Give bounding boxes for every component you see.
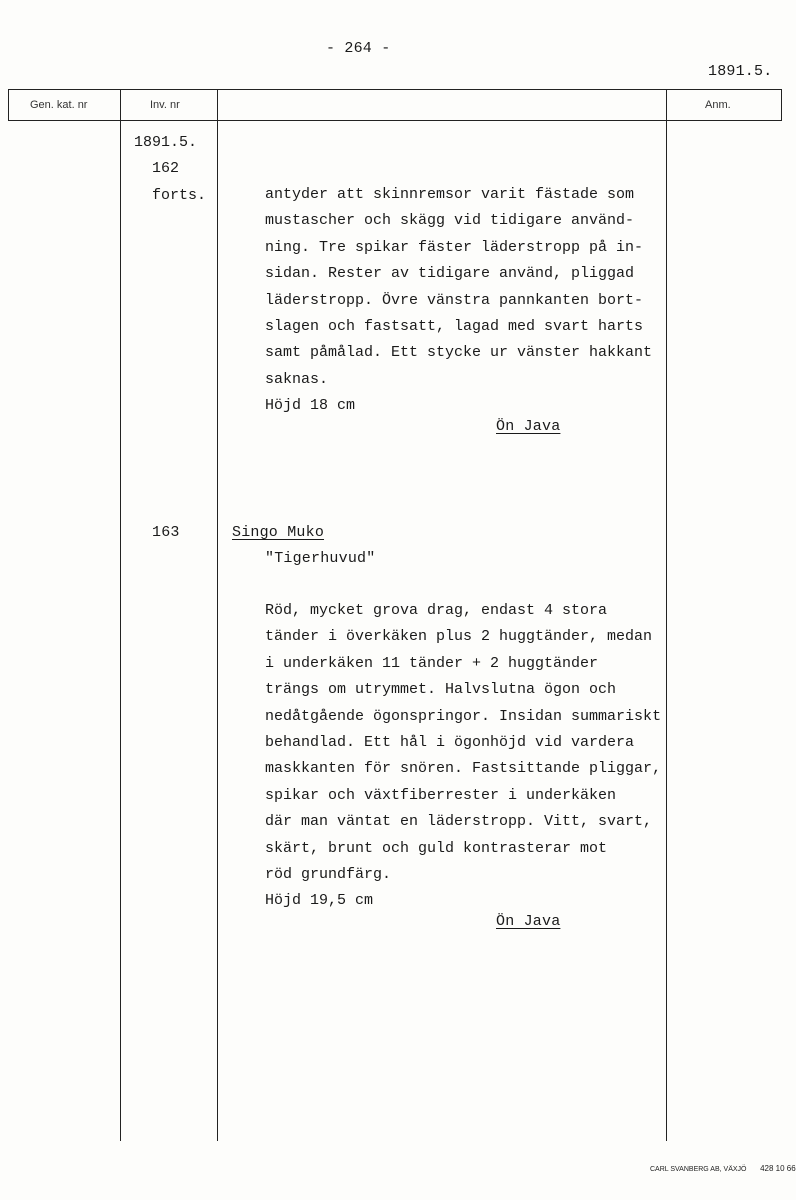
entry2-origin: Ön Java: [496, 913, 561, 930]
entry2-title: Singo Muko: [232, 524, 325, 541]
printer-imprint: CARL SVANBERG AB, VÄXJÖ: [650, 1166, 747, 1173]
entry2-subtitle: "Tigerhuvud": [265, 550, 376, 567]
entry1-inv-number: 162: [152, 160, 180, 178]
column-header-anm: Anm.: [705, 99, 731, 111]
entry1-inv-block: [134, 130, 206, 209]
description-line: Röd, mycket grova drag, endast 4 stora: [265, 602, 608, 619]
description-line: maskkanten för snören. Fastsittande pliggar,: [265, 760, 662, 778]
description-line: sidan. Rester av tidigare använd, pliggad: [265, 265, 635, 283]
description-line: i underkäken 11 tänder + 2 huggtänder: [265, 654, 599, 672]
description-line: behandlad. Ett hål i ögonhöjd vid vardera: [265, 734, 635, 752]
description-line: spikar och växtfiberrester i underkäken: [265, 786, 617, 804]
description-line: där man väntat en läderstropp. Vitt, svart,: [265, 813, 653, 831]
column-header-inv: Inv. nr: [150, 99, 180, 111]
page-number: - 264 -: [326, 40, 391, 57]
column-divider-gen-inv: [120, 89, 121, 1141]
description-line: mustascher och skägg vid tidigare använd-: [265, 212, 635, 230]
description-line: saknas.: [265, 370, 329, 388]
description-line: läderstropp. Övre vänstra pannkanten bort-: [265, 291, 644, 309]
table-right-border: [781, 89, 782, 121]
entry2-inv-number: 163: [152, 524, 180, 541]
column-divider-inv-desc: [217, 89, 218, 1141]
description-line: antyder att skinnremsor varit fästade som: [265, 186, 635, 203]
accession-number-header: 1891.5.: [708, 63, 773, 80]
entry1-height: Höjd 18 cm: [265, 397, 356, 415]
table-left-border: [8, 89, 9, 121]
description-line: skärt, brunt och guld kontrasterar mot: [265, 839, 608, 857]
description-line: tänder i överkäken plus 2 huggtänder, medan: [265, 628, 653, 646]
description-line: slagen och fastsatt, lagad med svart harts: [265, 318, 644, 336]
entry2-description: [265, 598, 661, 915]
description-line: ning. Tre spikar fäster läderstropp på in-: [265, 238, 644, 256]
description-line: nedåtgående ögonspringor. Insidan summariskt: [265, 707, 662, 725]
description-line: röd grundfärg.: [265, 866, 392, 884]
entry1-accession: 1891.5.: [134, 134, 198, 151]
entry1-origin: Ön Java: [496, 418, 561, 435]
entry1-description: [265, 182, 652, 420]
entry1-continued-label: forts.: [152, 186, 207, 204]
form-footer: [650, 1158, 796, 1176]
description-line: samt påmålad. Ett stycke ur vänster hakkant: [265, 344, 653, 362]
column-header-gen-kat: Gen. kat. nr: [30, 99, 88, 111]
entry2-height: Höjd 19,5 cm: [265, 892, 374, 910]
description-line: trängs om utrymmet. Halvslutna ögon och: [265, 681, 617, 699]
form-number: 428 10 66: [760, 1164, 796, 1173]
column-divider-desc-anm: [666, 89, 667, 1141]
